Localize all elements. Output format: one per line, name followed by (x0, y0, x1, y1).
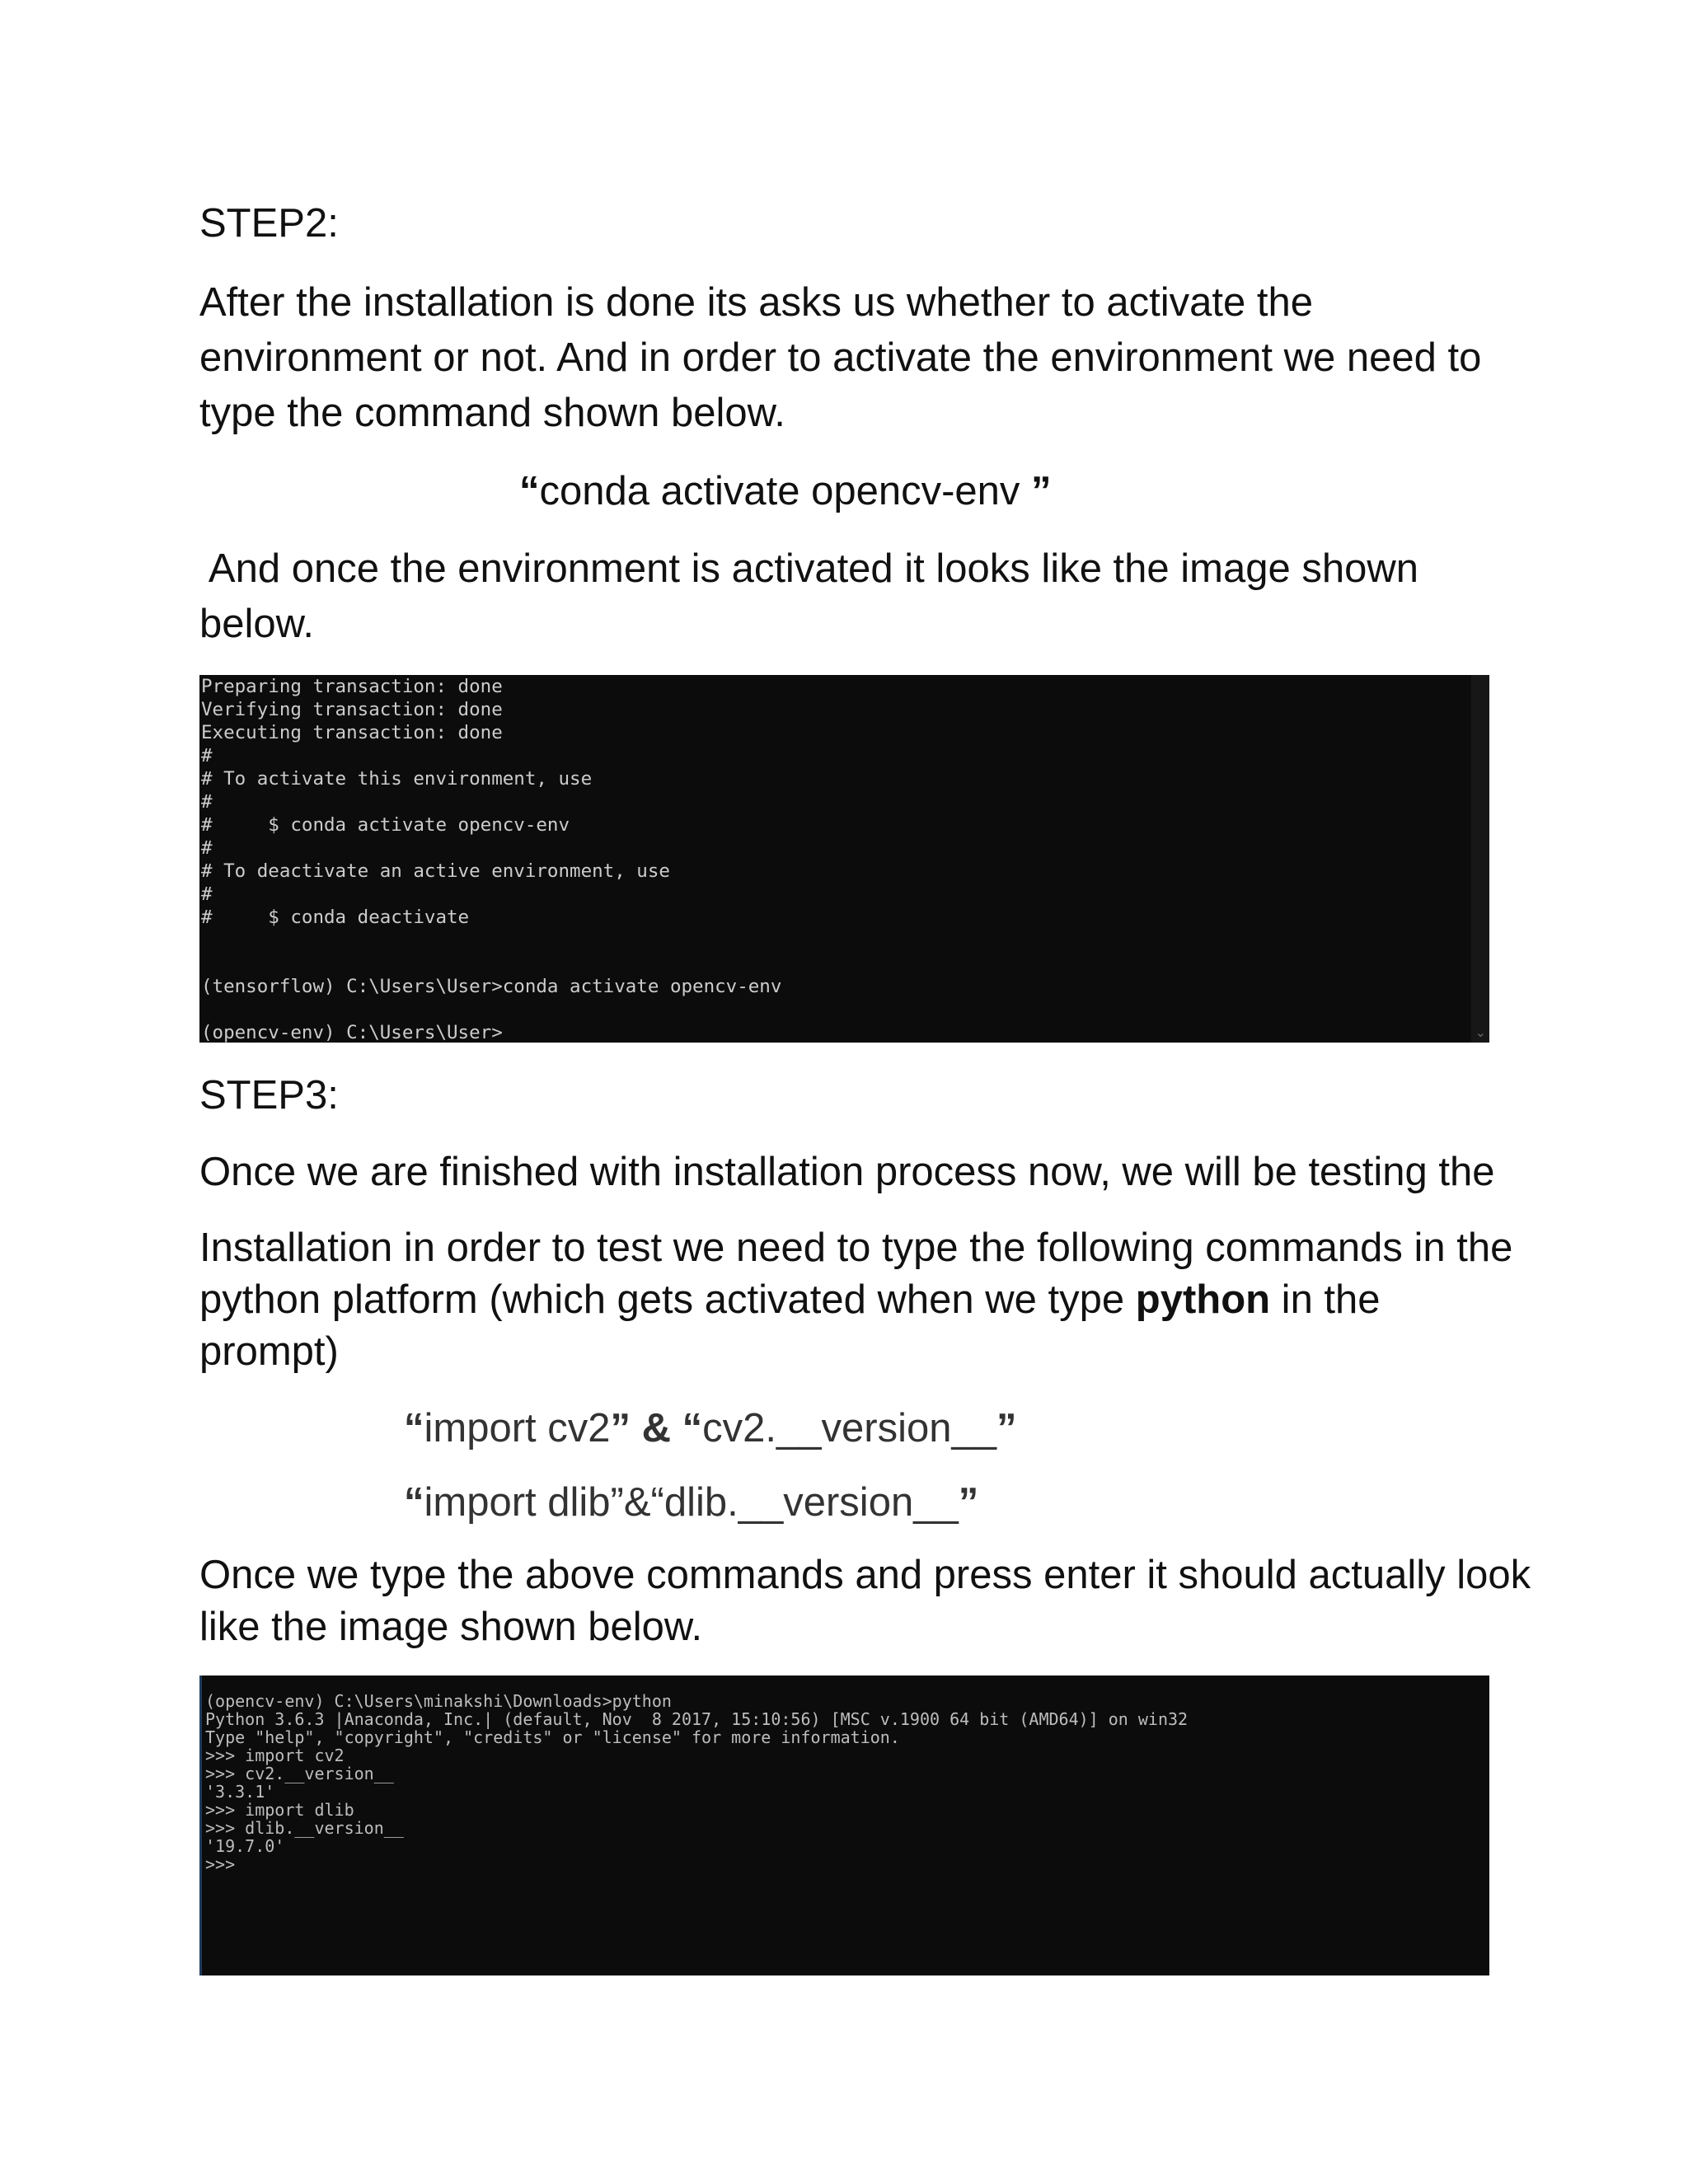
command-text: import cv2 (424, 1406, 611, 1451)
close-quote: ” (1031, 469, 1052, 513)
quote: ” (958, 1480, 979, 1525)
quote: ” (610, 1406, 631, 1451)
terminal-line: >>> cv2.__version__ (205, 1764, 394, 1783)
terminal-line: # To activate this environment, use (201, 768, 593, 790)
test-command-cv2 (404, 1401, 1016, 1456)
terminal-line: # $ conda deactivate (201, 907, 470, 928)
terminal-line: # (201, 837, 213, 859)
step2-paragraph-1 (199, 275, 1481, 441)
terminal-line: '19.7.0' (205, 1836, 285, 1856)
quote: “ (682, 1406, 703, 1451)
text-line (199, 1274, 1512, 1326)
terminal-line: Python 3.6.3 |Anaconda, Inc.| (default, Nov 8 2017, 15:10:56) [MSC v.1900 64 bit (AMD64)] on win32 (205, 1709, 1189, 1729)
terminal-line: >>> dlib.__version__ (205, 1818, 404, 1838)
terminal-line: # (201, 883, 213, 905)
terminal-line: (opencv-env) C:\Users\minakshi\Downloads>python (205, 1691, 672, 1711)
open-quote: “ (519, 469, 540, 513)
terminal-line: '3.3.1' (205, 1782, 275, 1802)
terminal-line: # $ conda activate opencv-env (201, 814, 570, 836)
chevron-down-icon: ⌄ (1475, 1024, 1486, 1040)
step3-paragraph-1: Once we are finished with installation process now, we will be testing the (199, 1150, 1495, 1194)
text-line: Once we type the above commands and press enter it should actually look (199, 1553, 1531, 1597)
python-keyword: python (1135, 1277, 1271, 1322)
test-command-dlib (404, 1475, 978, 1530)
step2-heading: STEP2: (199, 201, 339, 246)
terminal-line: >>> import cv2 (205, 1746, 345, 1765)
terminal-line: Preparing transaction: done (201, 676, 503, 697)
text-line: like the image shown below. (199, 1605, 703, 1649)
text-line: And once the environment is activated it looks like the image shown (199, 546, 1418, 591)
terminal-line: Type "help", "copyright", "credits" or "license" for more information. (205, 1727, 900, 1747)
terminal-line: (opencv-env) C:\Users\User> (201, 1022, 503, 1043)
text-line: After the installation is done its asks us whether to activate the (199, 280, 1313, 325)
command-text: conda activate opencv-env (539, 469, 1032, 513)
ampersand: & (631, 1406, 682, 1451)
command-text: cv2.__version__ (702, 1406, 996, 1451)
step3-paragraph-3 (199, 1549, 1531, 1653)
quote: “ (404, 1480, 424, 1525)
text-line: below. (199, 602, 314, 646)
terminal-line: (tensorflow) C:\Users\User>conda activate opencv-env (201, 976, 782, 997)
terminal-line: # (201, 791, 213, 813)
terminal-screenshot-activate (199, 675, 1489, 1043)
quote: ” (996, 1406, 1017, 1451)
terminal-line: >>> (205, 1854, 236, 1874)
quote: “ (404, 1406, 424, 1451)
terminal-line: # To deactivate an active environment, use (201, 860, 670, 882)
text-segment: python platform (which gets activated when we type (199, 1277, 1136, 1322)
activate-command (519, 464, 1052, 519)
text-line: prompt) (199, 1329, 339, 1374)
terminal-line (201, 998, 1489, 1021)
terminal-screenshot-python (199, 1675, 1489, 1975)
text-line: type the command shown below. (199, 391, 785, 435)
terminal-line: # (201, 745, 213, 766)
text-line: environment or not. And in order to activate the environment we need to (199, 335, 1482, 380)
terminal-line: Executing transaction: done (201, 722, 503, 743)
step3-paragraph-2 (199, 1222, 1512, 1378)
step2-paragraph-2 (199, 541, 1418, 652)
terminal-scrollbar (1471, 675, 1489, 1043)
terminal-line: Verifying transaction: done (201, 699, 503, 720)
terminal-line: >>> import dlib (205, 1800, 354, 1820)
command-text: import dlib”&“dlib.__version__ (424, 1480, 959, 1525)
text-segment: in the (1270, 1277, 1381, 1322)
terminal-line (201, 952, 1489, 975)
terminal-line (201, 929, 1489, 952)
step3-heading: STEP3: (199, 1073, 339, 1118)
text-line: Installation in order to test we need to type the following commands in the (199, 1226, 1513, 1270)
